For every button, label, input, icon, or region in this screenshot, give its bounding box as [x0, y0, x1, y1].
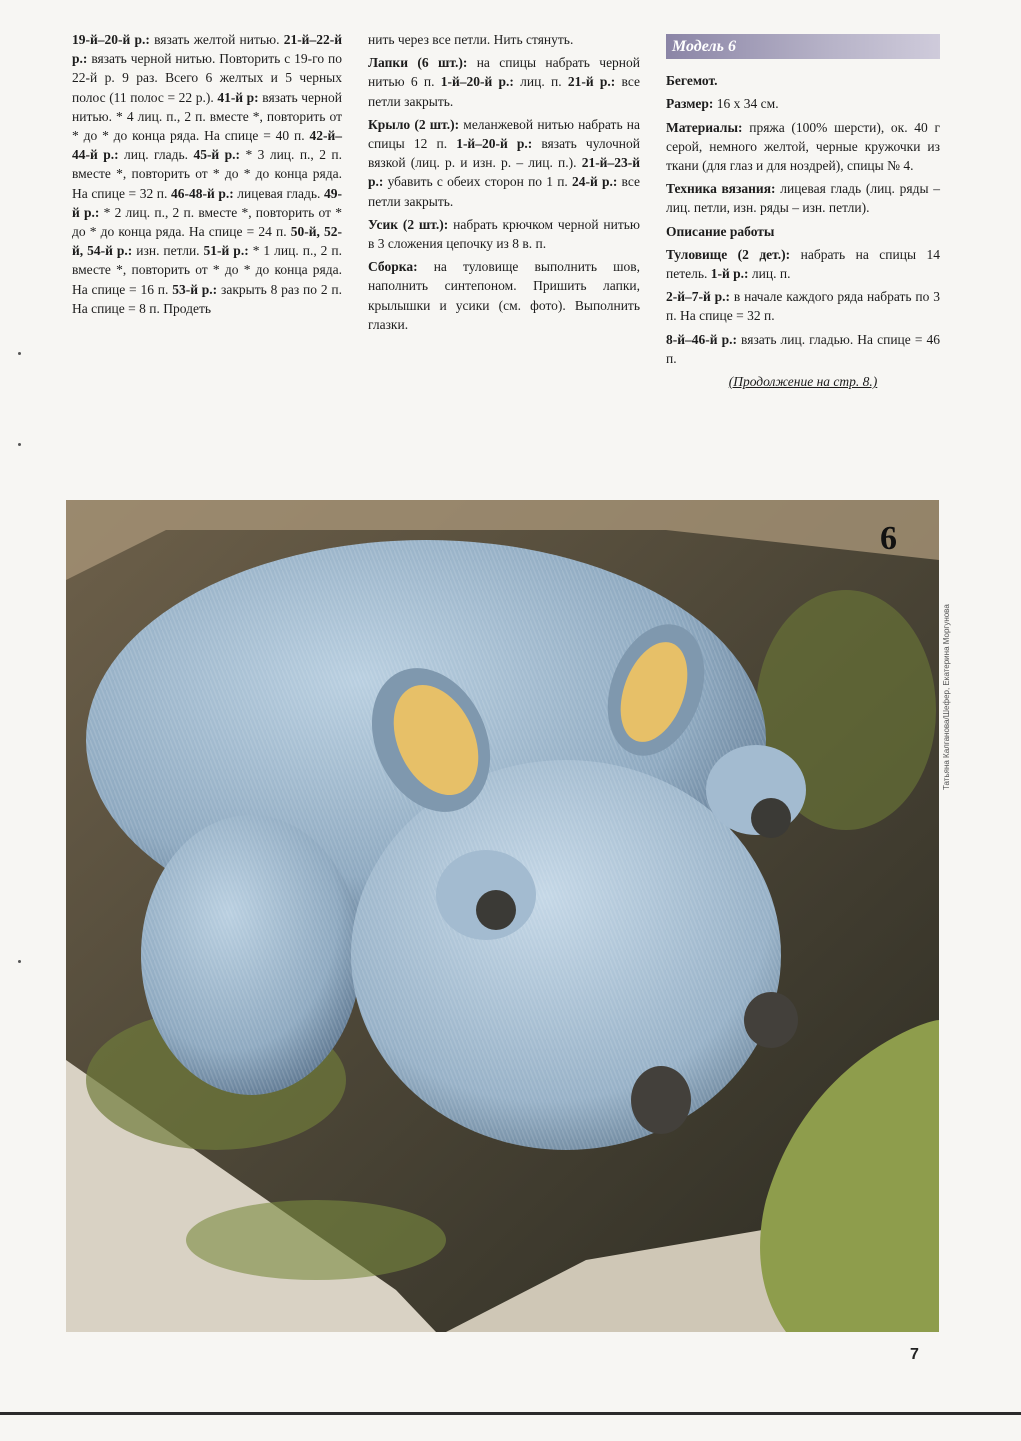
pattern-paragraph: 19-й–20-й р.: вязать желтой нитью. 21-й–22-й р.: вязать черной нитью. Повторить с 19-го по 22-й р. 9 раз. Всего 6 желтых и 5 черных полос (11 полос = 22 р.). 41-й р: вязать черной нитью. * 4 лиц. п., 2 п. вместе *, повторить от * до * до конца ряда. На спице = 40 п. 42-й–44-й р.: лиц. гладь. 45-й р.: * 3 лиц. п., 2 п. вместе *, повторить от * до * до конца ряда. На спице = 32 п. 46-48-й р.: лицевая гладь. 49-й р.: * 2 лиц. п., 2 п. вместе *, повторить от * до * до конца ряда. На спице = 24 п. 50-й, 52-й, 54-й р.: изн. петли. 51-й р.: * 1 лиц. п., 2 п. вместе *, повторить от * до * до конца ряда. На спице = 16 п. 53-й р.: закрыть 8 раз по 2 п. На спице = 8 п. Продеть: [72, 32, 343, 316]
antenna-paragraph: Усик (2 шт.): набрать крючком черной нитью в 3 сложения цепочку из 8 в. п.: [368, 216, 641, 252]
size-line: Размер: 16 х 34 см.: [666, 96, 779, 112]
text-column-1: [72, 30, 342, 322]
continued-link[interactable]: (Продолжение на стр. 8.): [728, 374, 878, 390]
margin-dot: [18, 443, 21, 446]
hippo-illustration: [66, 500, 939, 1332]
photo-credit: Татьяна Калганова/Шефер, Екатерина Моргунова: [942, 604, 951, 790]
pattern-paragraph: нить через все петли. Нить стянуть.: [368, 32, 574, 47]
technique-line: Техника вязания: лицевая гладь (лиц. ряды – лиц. петли, изн. ряды – изн. петли).: [666, 181, 940, 216]
assembly-paragraph: Сборка: на туловище выполнить шов, наполнить синтепоном. Пришить лапки, крылышки и усики (см. фото). Выполнить глазки.: [368, 259, 640, 332]
body-line: Туловище (2 дет.): набрать на спицы 14 петель. 1-й р.: лиц. п.: [666, 246, 940, 282]
model-title-bar: Модель 6: [666, 34, 940, 59]
margin-dot: [18, 352, 21, 355]
legs-paragraph: Лапки (6 шт.): на спицы набрать черной нитью 6 п. 1-й–20-й р.: лиц. п. 21-й р.: все петли закрыть.: [368, 55, 641, 109]
hippo-photo: [66, 500, 939, 1332]
model-name: Бегемот.: [666, 73, 718, 89]
page-number: 7: [910, 1346, 919, 1363]
margin-dot: [18, 960, 21, 963]
rows-8-46-line: 8-й–46-й р.: вязать лиц. гладью. На спице = 46 п.: [666, 331, 941, 366]
rows-2-7-line: 2-й–7-й р.: в начале каждого ряда набрать по 3 п. На спице = 32 п.: [666, 289, 940, 324]
work-heading: Описание работы: [666, 223, 775, 239]
page-bottom-rule: [0, 1412, 1021, 1415]
text-column-2: [368, 30, 640, 338]
materials-line: Материалы: пряжа (100% шерсти), ок. 40 г серой, немного желтой, черные кружочки из ткани (для глаз и для ноздрей), спицы № 4.: [666, 119, 940, 174]
text-column-3: [666, 30, 940, 395]
wing-paragraph: Крыло (2 шт.): меланжевой нитью набрать на спицы 12 п. 1-й–20-й р.: вязать чулочной вязкой (лиц. р. и изн. р. – лиц. п.). 21-й–23-й р.: убавить с обеих сторон по 1 п. 24-й р.: все петли закрыть.: [368, 116, 641, 209]
photo-model-number: 6: [880, 520, 897, 557]
